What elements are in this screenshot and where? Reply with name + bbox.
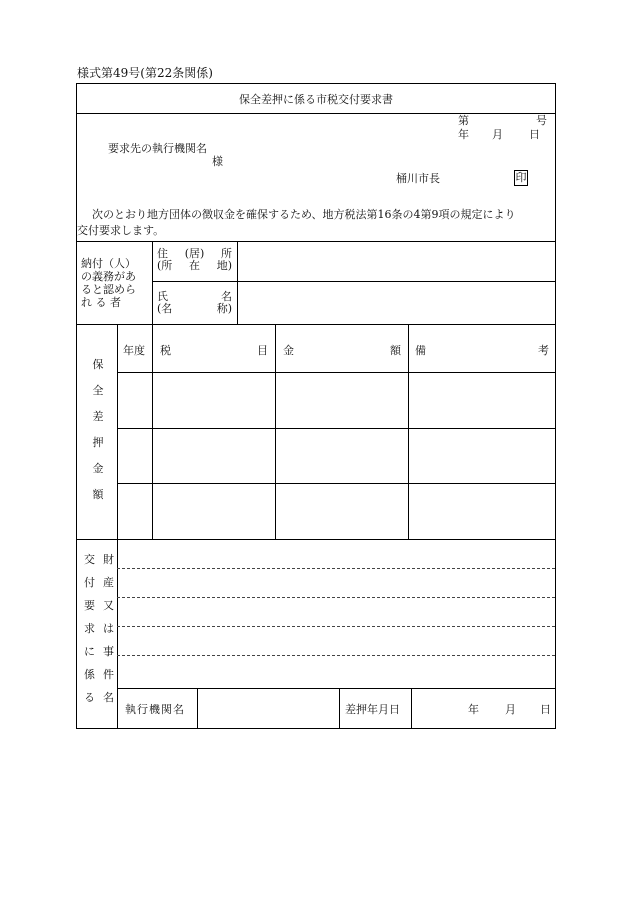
header-tax-item: 税 目 bbox=[160, 344, 268, 357]
divider bbox=[237, 241, 238, 324]
divider bbox=[339, 688, 340, 729]
dashed-line bbox=[117, 568, 555, 569]
taxpayer-label bbox=[81, 258, 149, 309]
recipient-suffix: 様 bbox=[212, 155, 223, 168]
recipient-label: 要求先の執行機関名 bbox=[108, 142, 207, 155]
dashed-line bbox=[117, 626, 555, 627]
divider bbox=[117, 324, 118, 729]
mayor-label: 桶川市長 bbox=[396, 172, 440, 185]
divider bbox=[152, 324, 153, 539]
form-title: 保全差押に係る市税交付要求書 bbox=[239, 93, 393, 106]
divider bbox=[408, 324, 409, 539]
seal-mark: 印 bbox=[515, 171, 527, 184]
dashed-line bbox=[117, 655, 555, 656]
address-label-line2: (所 在 地) bbox=[157, 259, 232, 272]
divider bbox=[77, 241, 555, 242]
seizure-date-day: 日 bbox=[540, 703, 551, 716]
seizure-date-month: 月 bbox=[505, 703, 516, 716]
date-day: 日 bbox=[529, 128, 540, 141]
divider bbox=[77, 539, 555, 540]
divider bbox=[197, 688, 198, 729]
property-label: 交 財 付 産 要 又 求 は に 事 係 件 る 名 bbox=[84, 553, 114, 704]
header-amount: 金 額 bbox=[283, 344, 401, 357]
address-label-line1: 住 (居) 所 bbox=[157, 247, 232, 260]
name-label-line1: 氏 名 bbox=[157, 290, 232, 303]
taxpayer-label-line: ると認めら bbox=[81, 283, 136, 296]
taxpayer-label-line: れ る 者 bbox=[81, 296, 121, 309]
body-line-2: 交付要求します。 bbox=[77, 224, 165, 237]
taxpayer-label-line: 納付（人） bbox=[81, 257, 136, 270]
header-remarks: 備 考 bbox=[415, 344, 549, 357]
form-number: 様式第49号(第22条関係) bbox=[77, 66, 213, 80]
divider bbox=[117, 428, 555, 429]
divider bbox=[117, 483, 555, 484]
divider bbox=[117, 372, 555, 373]
taxpayer-label-line: の義務があ bbox=[81, 270, 136, 283]
seizure-date-year: 年 bbox=[468, 703, 479, 716]
divider bbox=[77, 113, 555, 114]
divider bbox=[152, 281, 555, 282]
form-table bbox=[76, 83, 556, 729]
address-label bbox=[157, 248, 232, 272]
name-label bbox=[157, 291, 232, 315]
divider bbox=[117, 688, 555, 689]
exec-agency-label: 執行機関名 bbox=[125, 703, 185, 716]
date-month: 月 bbox=[492, 128, 503, 141]
divider bbox=[77, 324, 555, 325]
date-year: 年 bbox=[458, 128, 469, 141]
divider bbox=[275, 324, 276, 539]
header-year: 年度 bbox=[123, 344, 145, 357]
divider bbox=[411, 688, 412, 729]
divider bbox=[152, 241, 153, 324]
doc-number-dai: 第 bbox=[458, 114, 469, 127]
name-label-line2: (名 称) bbox=[157, 302, 232, 315]
seizure-label: 保 全 差 押 金 額 bbox=[92, 358, 104, 501]
doc-number-go: 号 bbox=[536, 114, 547, 127]
body-line-1: 次のとおり地方団体の徴収金を確保するため、地方税法第16条の4第9項の規定により bbox=[92, 208, 516, 221]
seizure-date-label: 差押年月日 bbox=[345, 703, 400, 716]
dashed-line bbox=[117, 597, 555, 598]
